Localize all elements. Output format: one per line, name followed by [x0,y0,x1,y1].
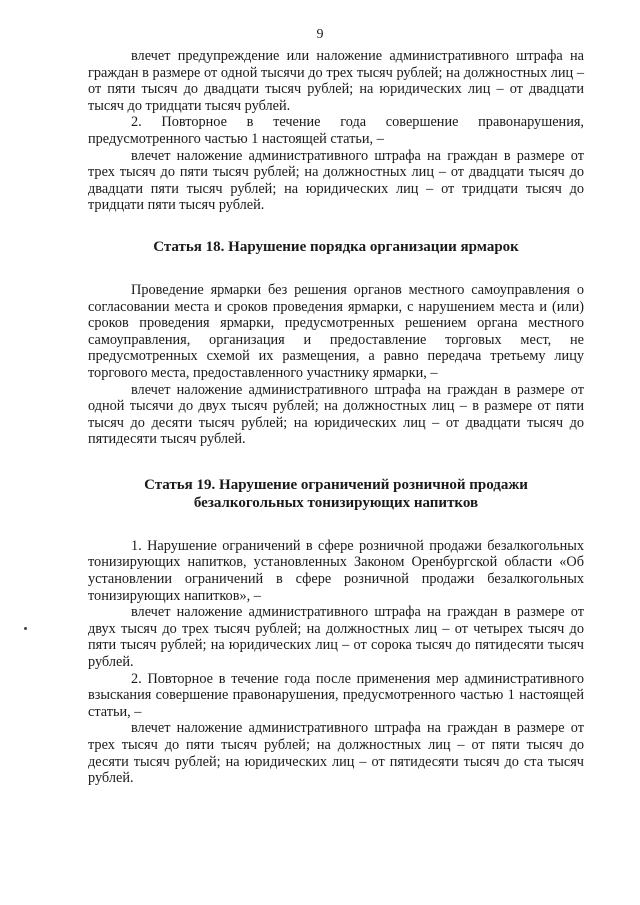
article-18-heading: Статья 18. Нарушение порядка организации ярмарок [153,238,519,255]
paragraph: влечет наложение административного штрафа на граждан в размере от трех тысяч до пяти тысяч рублей; на должностных лиц – от пяти тысяч до десяти тысяч рублей; на юридических лиц – от пятидесяти тысяч до ста тысяч рублей. [88,720,584,787]
paragraph: влечет наложение административного штрафа на граждан в размере от двух тысяч до трех тысяч рублей; на должностных лиц – от четырех тысяч до пяти тысяч рублей; на юридических лиц – от сорока тысяч до пятидесяти тысяч рублей. [88,604,584,671]
page-number: 9 [316,27,324,42]
paragraph: 2. Повторное в течение года после применения мер административного взыскания совершение правонарушения, предусмотренного частью 1 настоящей статьи, – [88,670,584,720]
article-19-heading-line-2: безалкогольных тонизирующих напитков [193,494,479,511]
paragraph: влечет наложение административного штрафа на граждан в размере от трех тысяч до пяти тысяч рублей; на должностных лиц – от двадцати тысяч до двадцати пяти тысяч рублей; на юридических лиц – от тридцати тысяч до тридцати пяти тысяч рублей. [88,147,584,214]
document-body [88,48,584,787]
paragraph: Проведение ярмарки без решения органов местного самоуправления о согласовании места и сроков проведения ярмарки, с нарушением места и (или) сроков проведения ярмарки, предусмотренных решением органа местного самоуправления, организация и предоставление торговых мест, не предусмотренных схемой их размещения, а равно передача третьему лицу торгового места, предоставленного участнику ярмарки, – [88,281,584,381]
paragraph: 1. Нарушение ограничений в сфере розничной продажи безалкогольных тонизирующих напитков, установленных Законом Оренбургской области «Об установлении ограничений в сфере розничной продажи безалкогольных тонизирующих напитков», – [88,537,584,604]
paragraph: влечет наложение административного штрафа на граждан в размере от одной тысячи до двух тысяч рублей; на должностных лиц – в размере от пяти тысяч до десяти тысяч рублей; на юридических лиц – от двадцати тысяч до пятидесяти тысяч рублей. [88,381,584,448]
paragraph: 2. Повторное в течение года совершение правонарушения, предусмотренного частью 1 настоящей статьи, – [88,114,584,147]
article-19-heading [88,476,584,512]
paragraph: влечет предупреждение или наложение административного штрафа на граждан в размере от одной тысячи до трех тысяч рублей; на должностных лиц – от пяти тысяч до двадцати тысяч рублей; на юридических лиц – от двадцати тысяч до тридцати тысяч рублей. [88,48,584,114]
scan-speck [24,627,27,630]
article-19-heading-line-1: Статья 19. Нарушение ограничений розничной продажи [144,476,528,493]
